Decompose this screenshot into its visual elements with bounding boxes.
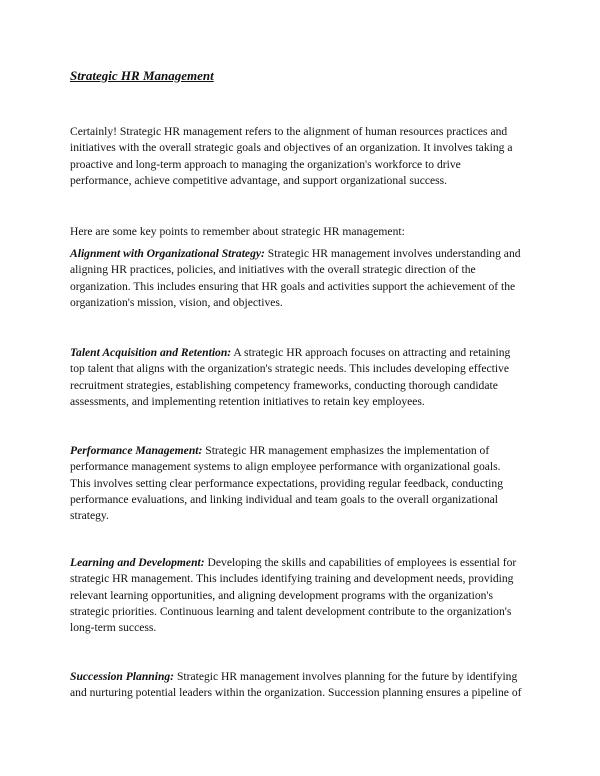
intro-paragraph: Certainly! Strategic HR management refers to the alignment of human resources practices and initiatives with the overall strategic goals and objectives of an organization. It involves taking a proactive and long-term approach to managing the organization's workforce to drive performance, achieve competitive advantage, and support organizational success. (70, 125, 513, 187)
section-body: Strategic HR management emphasizes the implementation of performance management systems to align employee performance with organizational goals. This involves setting clear performance expectations, providing regular feedback, conducting performance evaluations, and linking individual and team goals to the overall organizational strategy. (70, 444, 503, 523)
section-body: A strategic HR approach focuses on attracting and retaining top talent that aligns with the organization's strategic needs. This includes developing effective recruitment strategies, establishing competency frameworks, conducting thorough candidate assessments, and implementing retention initiatives to retain key employees. (70, 346, 511, 408)
section-succession (70, 669, 532, 702)
section-heading: Performance Management: (70, 444, 203, 457)
section-learning (70, 555, 532, 636)
section-talent (70, 345, 532, 410)
section-heading: Succession Planning: (70, 670, 175, 683)
lead-paragraph: Here are some key points to remember about strategic HR management: (70, 225, 405, 238)
section-performance (70, 443, 532, 524)
section-heading: Talent Acquisition and Retention: (70, 346, 232, 359)
section-heading: Learning and Development: (70, 556, 205, 569)
section-body: Strategic HR management involves understanding and aligning HR practices, policies, and initiatives with the overall strategic direction of the organization. This includes ensuring that HR goals and activities support the achievement of the organization's mission, vision, and objectives. (70, 247, 521, 309)
section-body: Developing the skills and capabilities of employees is essential for strategic HR management. This includes identifying training and development needs, providing relevant learning opportunities, and aligning development programs with the organization's strategic priorities. Continuous learning and talent development contribute to the organization's long-term success. (70, 556, 517, 635)
document-title: Strategic HR Management (70, 68, 214, 83)
section-body: Strategic HR management involves planning for the future by identifying and nurturing potential leaders within the organization. Succession planning ensures a pipeline of (70, 670, 522, 700)
section-heading: Alignment with Organizational Strategy: (70, 247, 265, 260)
section-alignment (70, 246, 532, 311)
